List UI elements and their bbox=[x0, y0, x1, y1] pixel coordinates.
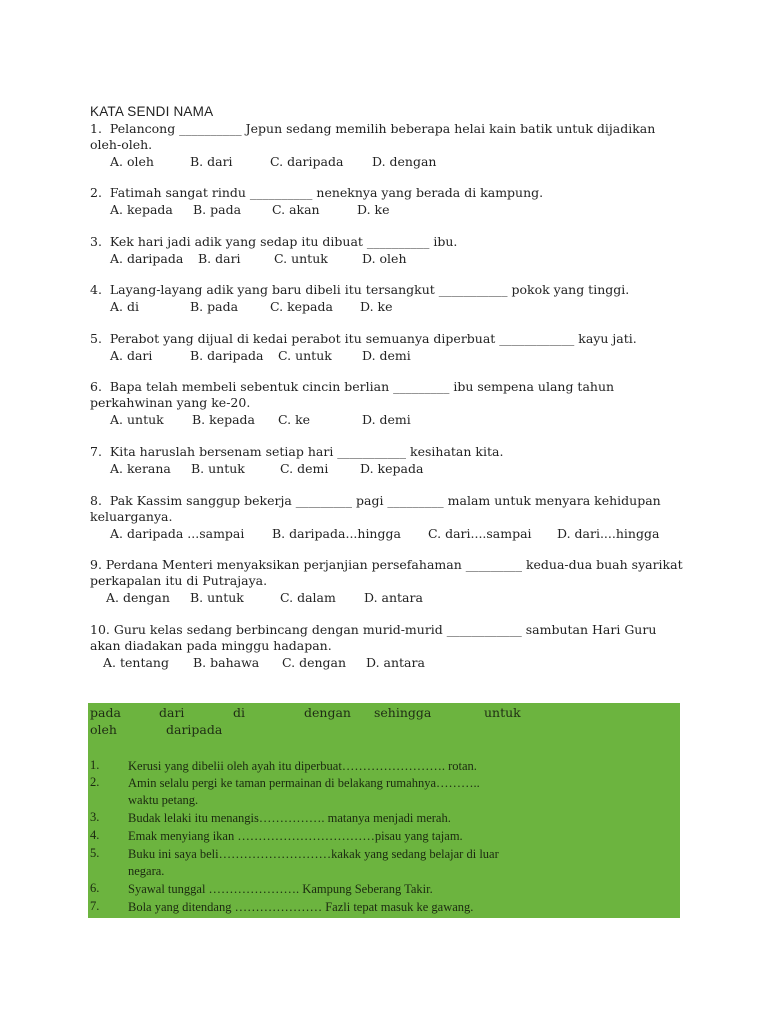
exercise-panel bbox=[88, 703, 680, 918]
fill-item-text: Buku ini saya beli………………………kakak yang sedang belajar di luar negara. bbox=[128, 847, 499, 878]
option-b: B. pada bbox=[190, 299, 239, 314]
option-c: C. demi bbox=[280, 461, 329, 476]
option-d: D. antara bbox=[364, 590, 423, 605]
option-a: A. dari bbox=[110, 348, 153, 363]
question-1 bbox=[90, 121, 690, 170]
option-d: D. ke bbox=[357, 202, 390, 217]
option-d: D. demi bbox=[362, 348, 411, 363]
option-d: D. dari....hingga bbox=[557, 526, 660, 541]
option-c: C. untuk bbox=[278, 348, 332, 363]
option-b: B. daripada bbox=[190, 348, 264, 363]
option-c: C. kepada bbox=[270, 299, 333, 314]
question-text: 2. Fatimah sangat rindu __________ neneknya yang berada di kampung. bbox=[90, 185, 544, 200]
option-a: A. daripada bbox=[110, 251, 184, 266]
question-text: 9. Perdana Menteri menyaksikan perjanjian persefahaman _________ kedua-dua buah syarikat perkapalan itu di Putrajaya. bbox=[90, 557, 683, 588]
question-9 bbox=[90, 557, 690, 606]
options-row bbox=[90, 154, 690, 170]
option-c: C. ke bbox=[278, 412, 311, 427]
option-b: B. pada bbox=[193, 202, 242, 217]
option-a: A. kerana bbox=[110, 461, 171, 476]
option-d: D. kepada bbox=[360, 461, 424, 476]
option-a: A. untuk bbox=[110, 412, 164, 427]
option-b: B. bahawa bbox=[193, 655, 260, 670]
fill-item-number: 3. bbox=[90, 810, 100, 824]
option-b: B. kepada bbox=[192, 412, 256, 427]
option-a: A. tentang bbox=[103, 655, 169, 670]
fill-item-number: 4. bbox=[90, 828, 100, 842]
options-row bbox=[90, 348, 690, 364]
fill-item-text: Amin selalu pergi ke taman permainan di belakang rumahnya……….. waktu petang. bbox=[128, 776, 480, 807]
word-bank-item: daripada bbox=[166, 722, 223, 737]
option-d: D. ke bbox=[360, 299, 393, 314]
option-d: D. oleh bbox=[362, 251, 407, 266]
question-2 bbox=[90, 185, 690, 218]
option-b: B. dari bbox=[190, 154, 233, 169]
option-c: C. akan bbox=[272, 202, 320, 217]
word-bank-item: sehingga bbox=[374, 705, 432, 720]
question-text: 8. Pak Kassim sanggup bekerja _________ pagi _________ malam untuk menyara kehidupan keluarganya. bbox=[90, 493, 661, 524]
option-b: B. dari bbox=[198, 251, 241, 266]
fill-item-text: Budak lelaki itu menangis……………. matanya menjadi merah. bbox=[128, 811, 451, 825]
option-b: B. untuk bbox=[190, 590, 244, 605]
fill-item-text: Syawal tunggal …………………. Kampung Seberang Takir. bbox=[128, 882, 433, 896]
word-bank-item: dari bbox=[159, 705, 185, 720]
option-d: D. antara bbox=[366, 655, 425, 670]
question-7 bbox=[90, 444, 690, 477]
option-c: C. dengan bbox=[282, 655, 347, 670]
option-d: D. demi bbox=[362, 412, 411, 427]
option-a: A. di bbox=[110, 299, 139, 314]
question-text: 10. Guru kelas sedang berbincang dengan murid-murid ____________ sambutan Hari Guru akan diadakan pada minggu hadapan. bbox=[90, 622, 657, 653]
question-4 bbox=[90, 282, 690, 315]
fill-item-number: 7. bbox=[90, 899, 100, 913]
question-10 bbox=[90, 622, 690, 671]
fill-item-text: Kerusi yang dibelii oleh ayah itu diperbuat……………………. rotan. bbox=[128, 759, 477, 773]
option-c: C. dalam bbox=[280, 590, 336, 605]
fill-item-number: 2. bbox=[90, 775, 100, 789]
option-c: C. untuk bbox=[274, 251, 328, 266]
page-title: KATA SENDI NAMA bbox=[90, 104, 214, 119]
question-6 bbox=[90, 379, 690, 428]
word-bank-item: pada bbox=[90, 705, 121, 720]
question-text: 6. Bapa telah membeli sebentuk cincin berlian _________ ibu sempena ulang tahun perkahwinan yang ke-20. bbox=[90, 379, 615, 410]
option-d: D. dengan bbox=[372, 154, 437, 169]
fill-item-text: Bola yang ditendang ………………… Fazli tepat masuk ke gawang. bbox=[128, 900, 474, 914]
options-row bbox=[90, 251, 690, 267]
option-a: A. kepada bbox=[110, 202, 173, 217]
fill-item-number: 6. bbox=[90, 881, 100, 895]
word-bank-item: di bbox=[233, 705, 245, 720]
word-bank-item: dengan bbox=[304, 705, 351, 720]
question-text: 1. Pelancong __________ Jepun sedang memilih beberapa helai kain batik untuk dijadikan oleh-oleh. bbox=[90, 121, 656, 152]
options-row bbox=[90, 526, 690, 542]
question-text: 3. Kek hari jadi adik yang sedap itu dibuat __________ ibu. bbox=[90, 234, 458, 249]
question-5 bbox=[90, 331, 690, 364]
options-row bbox=[90, 202, 690, 218]
fill-item-text: Emak menyiang ikan ……………………………pisau yang tajam. bbox=[128, 829, 463, 843]
option-b: B. daripada...hingga bbox=[272, 526, 401, 541]
word-bank-item: oleh bbox=[90, 722, 117, 737]
options-row bbox=[90, 655, 690, 671]
option-a: A. oleh bbox=[110, 154, 154, 169]
options-row bbox=[90, 461, 690, 477]
question-text: 5. Perabot yang dijual di kedai perabot itu semuanya diperbuat ____________ kayu jati. bbox=[90, 331, 637, 346]
options-row bbox=[90, 412, 690, 428]
option-c: C. dari....sampai bbox=[428, 526, 532, 541]
options-row bbox=[90, 299, 690, 315]
question-3 bbox=[90, 234, 690, 267]
option-a: A. daripada ...sampai bbox=[110, 526, 245, 541]
option-c: C. daripada bbox=[270, 154, 344, 169]
option-a: A. dengan bbox=[106, 590, 170, 605]
fill-item-number: 1. bbox=[90, 758, 100, 772]
fill-item-number: 5. bbox=[90, 846, 100, 860]
option-b: B. untuk bbox=[191, 461, 245, 476]
options-row bbox=[90, 590, 690, 606]
word-bank-item: untuk bbox=[484, 705, 521, 720]
question-text: 7. Kita haruslah bersenam setiap hari ___________ kesihatan kita. bbox=[90, 444, 504, 459]
question-8 bbox=[90, 493, 690, 542]
question-text: 4. Layang-layang adik yang baru dibeli itu tersangkut ___________ pokok yang tinggi. bbox=[90, 282, 630, 297]
